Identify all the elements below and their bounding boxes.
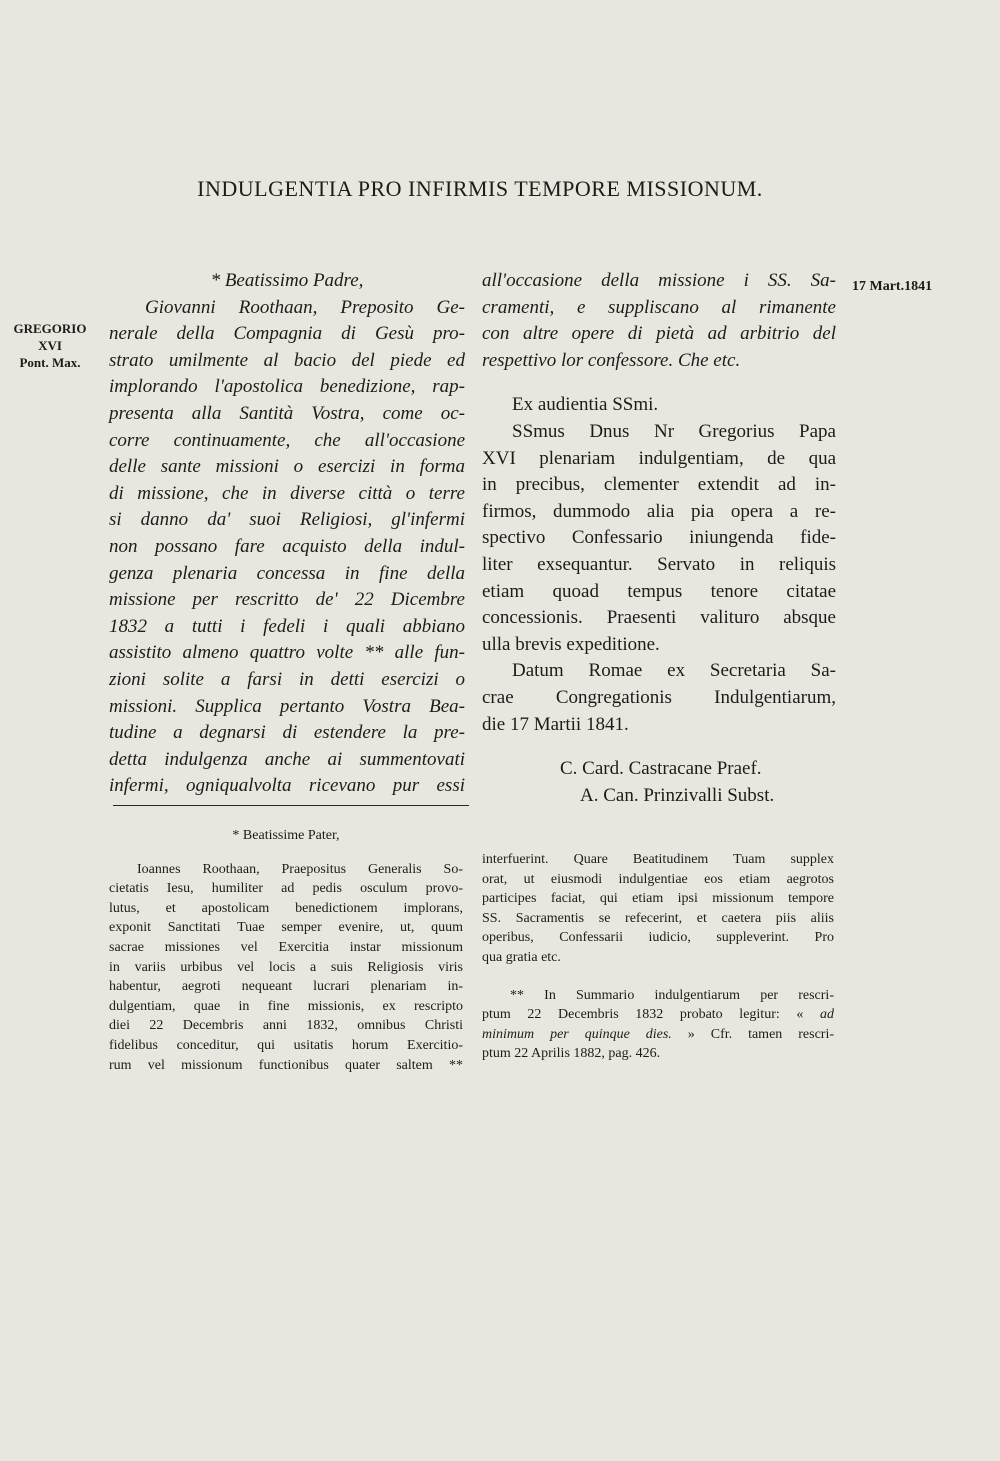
text-line: presenta alla Santità Vostra, come oc- [109, 402, 465, 424]
text-line: delle sante missioni o esercizi in forma [109, 456, 465, 478]
text-line: infermi, ogniqualvolta ricevano pur essi [109, 775, 465, 797]
text-line: XVI plenariam indulgentiam, de qua [482, 447, 836, 469]
footnote-line: * Beatissime Pater, [232, 828, 340, 843]
text-line: ulla brevis expeditione. [482, 633, 660, 655]
page-title: INDULGENTIA PRO INFIRMIS TEMPORE MISSIONUM. [197, 176, 763, 201]
text-line: spectivo Confessario iniungenda fide- [482, 527, 836, 549]
footnote-line: participes faciat, qui etiam ipsi missionum tempore [482, 891, 834, 907]
footnote-line: habentur, aegroti nequeant lucrari plenariam in- [109, 979, 463, 995]
text-line: tudine a degnarsi di estendere la pre- [109, 722, 465, 744]
footnote-line: ptum 22 Aprilis 1882, pag. 426. [482, 1046, 661, 1062]
text-line: strato umilmente al bacio del piede ed [109, 349, 465, 371]
footnote-line: rum vel missionum functionibus quater saltem ** [109, 1057, 463, 1073]
text-line: implorando l'apostolica benedizione, rap- [109, 376, 465, 398]
text-line: Datum Romae ex Secretaria Sa- [512, 660, 836, 682]
margin-pope-number: XVI [38, 338, 62, 353]
text-line: etiam quoad tempus tenore citatae [482, 580, 836, 602]
text-line: zioni solite a farsi in detti esercizi o [109, 668, 465, 690]
signature-prefect: C. Card. Castracane Praef. [560, 758, 762, 780]
right-margin-date: 17 Mart.1841 [852, 279, 933, 294]
footnote-line: minimum per quinque dies. » Cfr. tamen rescri- [482, 1026, 834, 1042]
text-line: crae Congregationis Indulgentiarum, [482, 686, 836, 708]
footnote-line: fidelibus conceditur, qui usitatis horum Exercitio- [109, 1037, 463, 1053]
footnote-line: exponit Sanctitati Tuae semper evenire, ut, quum [109, 920, 463, 936]
text-line: in precibus, clementer extendit ad in- [482, 474, 836, 496]
latin-translation-footnote-left [109, 826, 463, 1075]
text-line: concessionis. Praesenti valituro absque [482, 607, 836, 629]
footnote-line: dulgentiam, quae in fine missionis, ex rescripto [109, 998, 463, 1014]
text-line: non possano fare acquisto della indul- [109, 535, 465, 557]
text-line: si danno da' suoi Religiosi, gl'infermi [109, 509, 465, 531]
footnote-line: diei 22 Decembris anni 1832, omnibus Christi [109, 1018, 463, 1034]
footnote-line: SS. Sacramentis se refecerint, et caetera piis aliis [482, 910, 834, 926]
text-line: SSmus Dnus Nr Gregorius Papa [512, 420, 836, 442]
main-text-right [482, 268, 836, 809]
footnote-line: Ioannes Roothaan, Praepositus Generalis So- [137, 861, 463, 877]
footnote-line: interfuerint. Quare Beatitudinem Tuam supplex [482, 852, 834, 867]
footnote-line: operibus, Confessarii iudicio, suppleverint. Pro [482, 930, 834, 946]
text-line: liter exsequantur. Servato in reliquis [482, 553, 836, 575]
text-line: Giovanni Roothaan, Preposito Ge- [145, 296, 465, 318]
signature-substitute: A. Can. Prinzivalli Subst. [580, 784, 775, 806]
text-line: all'occasione della missione i SS. Sa- [482, 270, 836, 291]
footnote-line: ** In Summario indulgentiarum per rescri- [510, 987, 834, 1003]
text-line: con altre opere di pietà ad arbitrio del [482, 323, 836, 345]
text-line: respettivo lor confessore. Che etc. [482, 349, 741, 371]
footnote-line: qua gratia etc. [482, 949, 561, 965]
footnote-line: cietatis Iesu, humiliter ad pedis osculum provo- [109, 881, 463, 897]
footnote-line: ptum 22 Decembris 1832 probato legitur: « ad [482, 1007, 834, 1023]
footnote-line: in variis urbibus vel locis a suis Religiosis viris [109, 959, 463, 975]
footnote-line: orat, ut eiusmodi indulgentiae eos etiam aegrotos [482, 871, 834, 887]
text-line: * Beatissimo Padre, [210, 270, 364, 291]
left-margin-note [6, 320, 94, 371]
text-line: detta indulgenza anche ai summentovati [109, 748, 465, 770]
text-line: cramenti, e suppliscano al rimanente [482, 296, 836, 318]
margin-pope-name: GREGORIO [13, 321, 87, 336]
text-line: die 17 Martii 1841. [482, 713, 629, 735]
text-line: genza plenaria concessa in fine della [109, 562, 465, 584]
rescript-heading: Ex audientia SSmi. [512, 394, 659, 416]
margin-pope-title: Pont. Max. [19, 355, 81, 370]
text-line: corre continuamente, che all'occasione [109, 429, 465, 451]
text-line: assistito almeno quattro volte ** alle fun- [109, 642, 465, 664]
text-line: 1832 a tutti i fedeli i quali abbiano [109, 615, 465, 637]
italian-petition-left [109, 268, 465, 800]
footnote-line: sacrae missiones vel Exercitia instar missionum [109, 939, 463, 955]
footnote-divider [113, 805, 469, 806]
text-line: di missione, che in diverse città o terre [109, 482, 465, 504]
text-line: firmos, dummodo alia pia opera a re- [482, 500, 836, 522]
latin-translation-footnote-right [482, 850, 834, 1064]
footnote-line: lutus, et apostolicam benedictionem implorans, [109, 900, 463, 916]
text-line: missioni. Supplica pertanto Vostra Bea- [109, 695, 465, 717]
text-line: missione per rescritto de' 22 Dicembre [109, 589, 465, 611]
text-line: nerale della Compagnia di Gesù pro- [109, 323, 465, 345]
